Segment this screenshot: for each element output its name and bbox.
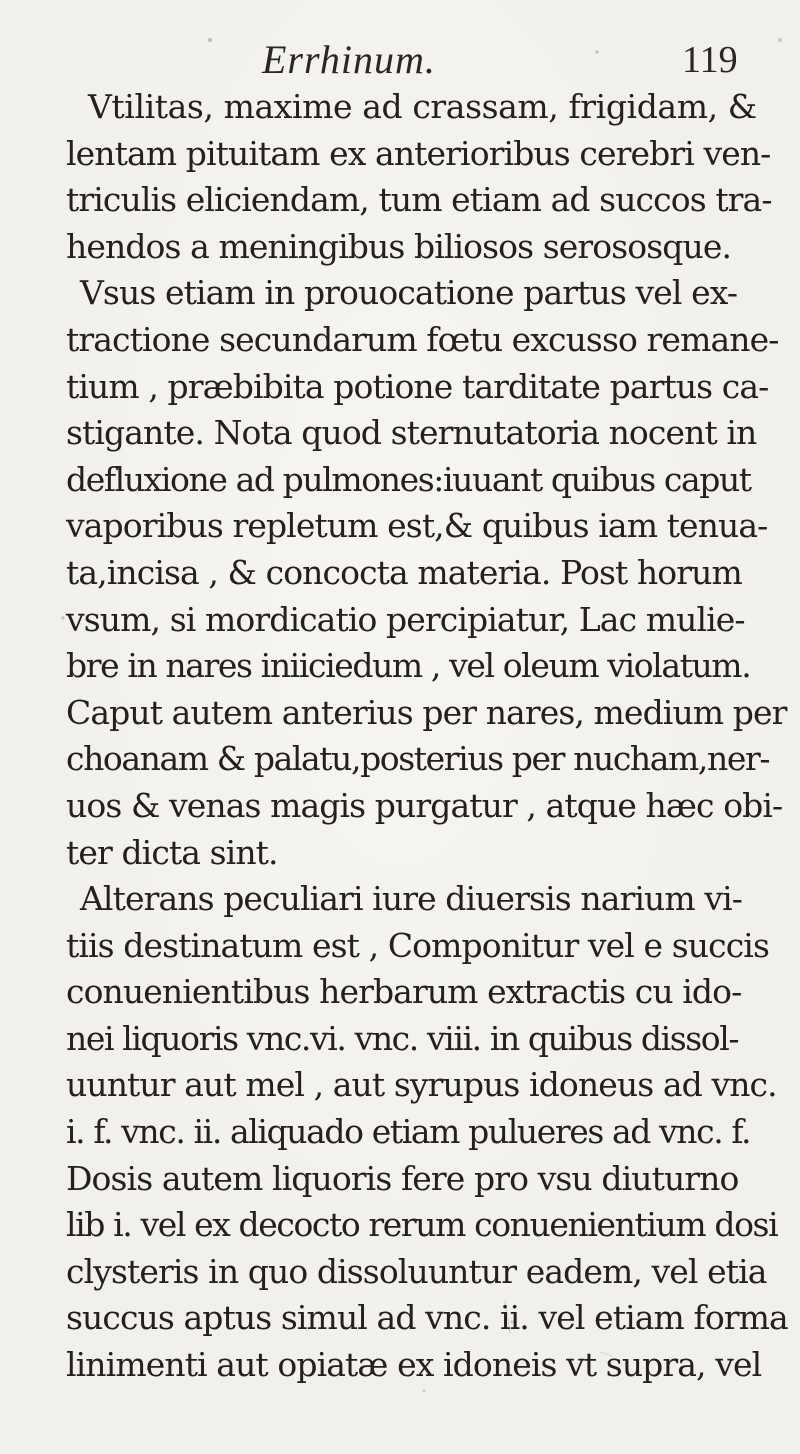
text-line: clysteris in quo dissoluuntur eadem, vel etia	[66, 1251, 767, 1291]
text-line: nei liquoris vnc.vi. vnc. viii. in quibus dissol-	[66, 1018, 739, 1058]
body-text	[66, 84, 788, 1389]
text-line: Vsus etiam in prouocatione partus vel ex-	[80, 273, 738, 313]
text-line: ter dicta sint.	[66, 832, 278, 872]
text-line: Dosis autem liquoris fere pro vsu diuturno	[66, 1158, 739, 1198]
text-line: Caput autem anterius per nares, medium per	[66, 692, 787, 732]
text-line: uuntur aut mel , aut syrupus idoneus ad vnc.	[66, 1065, 777, 1105]
text-line: lib i. vel ex decocto rerum conuenientium dosi	[66, 1205, 778, 1245]
text-line: conuenientibus herbarum extractis cu ido-	[66, 972, 742, 1012]
running-title: Errhinum.	[262, 37, 436, 82]
text-line: stigante. Nota quod sternutatoria nocent in	[66, 413, 757, 453]
text-line: linimenti aut opiatæ ex idoneis vt supra, vel	[66, 1345, 762, 1385]
text-line: Alterans peculiari iure diuersis narium vi-	[80, 879, 742, 919]
text-line: i. f. vnc. ii. aliquado etiam pulueres ad vnc. f.	[66, 1112, 751, 1152]
text-line: succus aptus simul ad vnc. ii. vel etiam forma	[66, 1298, 788, 1338]
text-line: tium , præbibita potione tarditate partus ca-	[66, 366, 769, 406]
text-line: lentam pituitam ex anterioribus cerebri ven-	[66, 133, 771, 173]
text-line: choanam & palatu,posterius per nucham,ner-	[66, 739, 770, 779]
text-line: Vtilitas, maxime ad crassam, frigidam, &	[88, 87, 757, 126]
text-line: defluxione ad pulmones:iuuant quibus caput	[66, 459, 751, 499]
text-line: hendos a meningibus biliosos serososque.	[66, 226, 732, 266]
text-line: bre in nares iniiciedum , vel oleum violatum.	[66, 646, 751, 686]
running-head	[0, 26, 800, 86]
text-line: triculis eliciendam, tum etiam ad succos tra-	[66, 180, 772, 220]
text-line: uos & venas magis purgatur , atque hæc obi-	[66, 785, 783, 825]
text-line: ta,incisa , & concocta materia. Post horum	[66, 552, 742, 592]
text-line: tractione secundarum fœtu excusso remane-	[66, 319, 779, 359]
text-line: tiis destinatum est , Componitur vel e succis	[66, 925, 769, 965]
text-line: vaporibus repletum est,& quibus iam tenua-	[66, 506, 768, 546]
text-line: vsum, si mordicatio percipiatur, Lac mulie-	[66, 599, 745, 639]
page-number: 119	[682, 39, 738, 81]
